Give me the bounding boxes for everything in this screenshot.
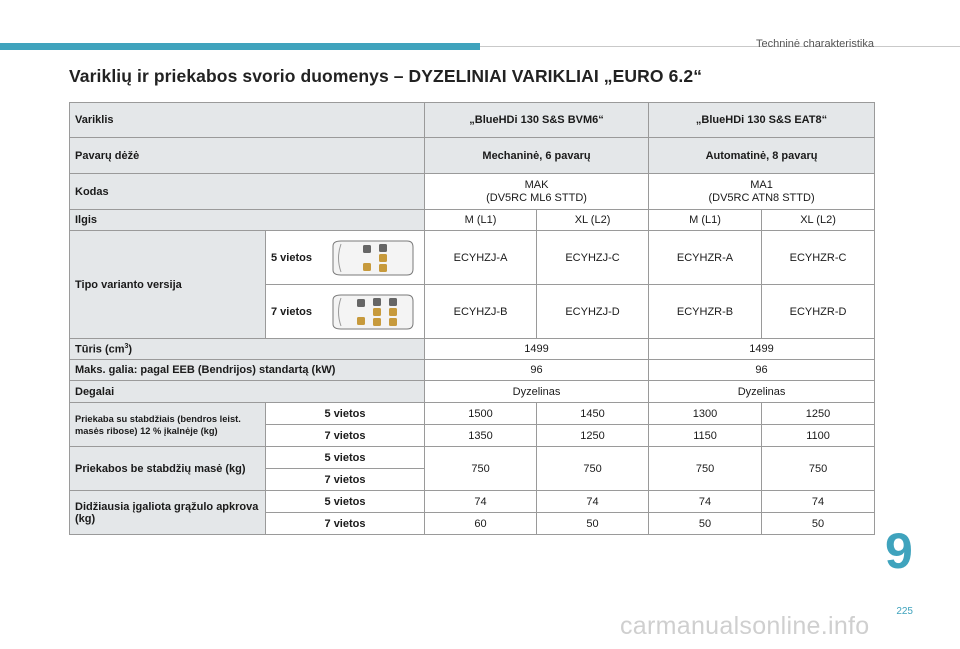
volume-label-close: ) [128, 343, 133, 356]
unbraked-5-seats: 5 vietos [266, 447, 425, 469]
towbar-cell: 74 [425, 491, 537, 513]
braked-trailer-label: Priekaba su stabdžiais (bendros leist. masės ribose) 12 % įkalnėje (kg) [70, 403, 266, 447]
length-cell: M (L1) [425, 210, 537, 231]
engine-2: „BlueHDi 130 S&S EAT8“ [649, 103, 875, 138]
power-label: Maks. galia: pagal EEB (Bendrijos) standartą (kW) [70, 360, 425, 381]
code-2-line2: (DV5RC ATN8 STTD) [708, 191, 815, 204]
braked-cell: 1350 [425, 425, 537, 447]
unbraked-7-seats: 7 vietos [266, 469, 425, 491]
length-cell: M (L1) [649, 210, 762, 231]
length-label: Ilgis [70, 210, 425, 231]
gearbox-2: Automatinė, 8 pavarų [649, 138, 875, 174]
page-title: Variklių ir priekabos svorio duomenys – DYZELINIAI VARIKLIAI „EURO 6.2“ [69, 66, 703, 86]
braked-5-seats: 5 vietos [266, 403, 425, 425]
row-length [70, 210, 875, 231]
code-label: Kodas [70, 174, 425, 210]
towbar-cell: 74 [649, 491, 762, 513]
braked-cell: 1450 [537, 403, 649, 425]
row-braked-5 [70, 403, 875, 425]
towbar-cell: 74 [537, 491, 649, 513]
variant-cell: ECYHZR-C [762, 231, 875, 285]
variant-label: Tipo varianto versija [70, 231, 266, 339]
length-cell: XL (L2) [762, 210, 875, 231]
engine-1: „BlueHDi 130 S&S BVM6“ [425, 103, 649, 138]
towbar-cell: 60 [425, 513, 537, 535]
row-unbraked-5 [70, 447, 875, 469]
towbar-cell: 74 [762, 491, 875, 513]
braked-cell: 1300 [649, 403, 762, 425]
code-2-line1: MA1 [750, 178, 773, 191]
row-variant-5 [70, 231, 875, 285]
unbraked-cell: 750 [537, 447, 649, 491]
variant-cell: ECYHZR-D [762, 285, 875, 339]
row-towbar-5 [70, 491, 875, 513]
variant-cell: ECYHZJ-A [425, 231, 537, 285]
braked-cell: 1100 [762, 425, 875, 447]
code-1 [425, 174, 649, 210]
row-fuel [70, 381, 875, 403]
volume-label-text: Tūris (cm [75, 343, 125, 356]
towbar-5-seats: 5 vietos [266, 491, 425, 513]
row-gearbox [70, 138, 875, 174]
engine-label: Variklis [70, 103, 425, 138]
length-cell: XL (L2) [537, 210, 649, 231]
braked-cell: 1150 [649, 425, 762, 447]
volume-2: 1499 [649, 339, 875, 360]
engine-data-table [69, 102, 875, 535]
variant-cell: ECYHZJ-B [425, 285, 537, 339]
volume-1: 1499 [425, 339, 649, 360]
watermark: carmanualsonline.info [620, 612, 870, 640]
towbar-load-label: Didžiausia įgaliota grąžulo apkrova (kg) [70, 491, 266, 535]
braked-cell: 1500 [425, 403, 537, 425]
fuel-1: Dyzelinas [425, 381, 649, 403]
variant-cell: ECYHZR-A [649, 231, 762, 285]
unbraked-cell: 750 [649, 447, 762, 491]
van-5-seat-icon [329, 238, 415, 278]
row-engine [70, 103, 875, 138]
variant-5-seats-label: 5 vietos [271, 251, 312, 264]
code-1-line1: MAK [524, 178, 549, 191]
variant-cell: ECYHZR-B [649, 285, 762, 339]
row-volume [70, 339, 875, 360]
row-code [70, 174, 875, 210]
braked-7-seats: 7 vietos [266, 425, 425, 447]
variant-cell: ECYHZJ-C [537, 231, 649, 285]
towbar-cell: 50 [762, 513, 875, 535]
towbar-7-seats: 7 vietos [266, 513, 425, 535]
variant-7-seat-cell [266, 285, 425, 339]
van-7-seat-icon [329, 292, 415, 332]
code-2 [649, 174, 875, 210]
volume-label-sup: 3 [124, 342, 129, 350]
power-1: 96 [425, 360, 649, 381]
fuel-label: Degalai [70, 381, 425, 403]
gearbox-label: Pavarų dėžė [70, 138, 425, 174]
variant-5-seat-cell [266, 231, 425, 285]
chapter-number: 9 [885, 523, 913, 579]
page-number: 225 [896, 606, 913, 617]
unbraked-trailer-label: Priekabos be stabdžių masė (kg) [70, 447, 266, 491]
towbar-cell: 50 [537, 513, 649, 535]
code-1-line2: (DV5RC ML6 STTD) [486, 191, 587, 204]
top-rule [480, 46, 960, 47]
braked-cell: 1250 [762, 403, 875, 425]
row-power [70, 360, 875, 381]
gearbox-1: Mechaninė, 6 pavarų [425, 138, 649, 174]
section-title: Techninė charakteristika [755, 38, 874, 50]
variant-cell: ECYHZJ-D [537, 285, 649, 339]
unbraked-cell: 750 [762, 447, 875, 491]
top-accent-bar [0, 43, 480, 50]
variant-7-seats-label: 7 vietos [271, 305, 312, 318]
fuel-2: Dyzelinas [649, 381, 875, 403]
volume-label [70, 339, 425, 360]
braked-cell: 1250 [537, 425, 649, 447]
towbar-cell: 50 [649, 513, 762, 535]
power-2: 96 [649, 360, 875, 381]
unbraked-cell: 750 [425, 447, 537, 491]
